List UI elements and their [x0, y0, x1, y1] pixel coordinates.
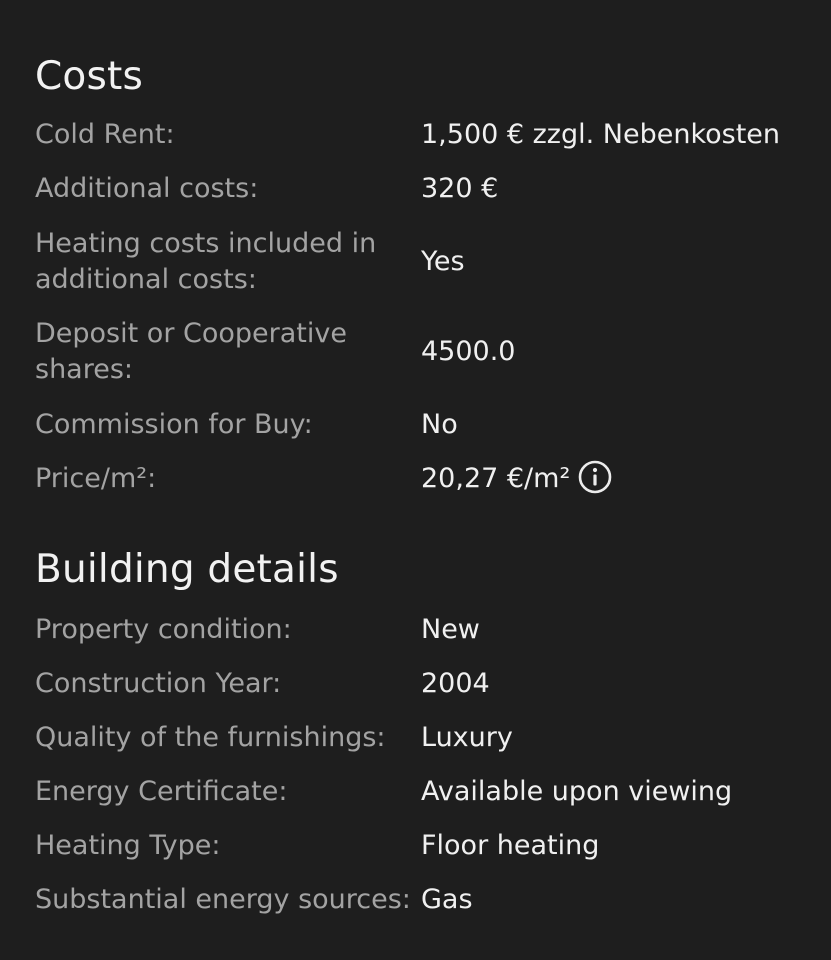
- row-label: Heating Type:: [35, 830, 221, 861]
- costs-title: Costs: [35, 54, 144, 99]
- row-label: Property condition:: [35, 614, 292, 645]
- row-value: 4500.0: [421, 336, 516, 367]
- row-value: New: [421, 614, 480, 645]
- building-details-title: Building details: [35, 547, 339, 592]
- row-value: Gas: [421, 884, 473, 915]
- row-label: Price/m²:: [35, 463, 157, 494]
- row-label: Cold Rent:: [35, 119, 175, 150]
- row-label: Construction Year:: [35, 668, 282, 699]
- costs-section: [35, 53, 815, 494]
- row-label: Substantial energy sources:: [35, 884, 411, 915]
- row-value: Yes: [421, 246, 465, 277]
- row-label: Deposit or Cooperative shares:: [35, 318, 347, 385]
- row-value: Floor heating: [421, 830, 600, 861]
- row-value: 20,27 €/m²: [421, 463, 571, 494]
- row-label: Heating costs included in additional costs:: [35, 228, 377, 295]
- info-icon[interactable]: [578, 460, 612, 494]
- row-label: Commission for Buy:: [35, 409, 313, 440]
- row-value: No: [421, 409, 458, 440]
- row-value: Luxury: [421, 722, 513, 753]
- building-details-section: [35, 546, 815, 915]
- row-value: Available upon viewing: [421, 776, 733, 807]
- row-label: Quality of the furnishings:: [35, 722, 386, 753]
- row-value: 2004: [421, 668, 490, 699]
- row-label: Additional costs:: [35, 173, 259, 204]
- row-label: Energy Certificate:: [35, 776, 288, 807]
- row-value: 1,500 € zzgl. Nebenkosten: [421, 119, 781, 150]
- row-value: 320 €: [421, 173, 499, 204]
- row-value-container: [421, 461, 815, 497]
